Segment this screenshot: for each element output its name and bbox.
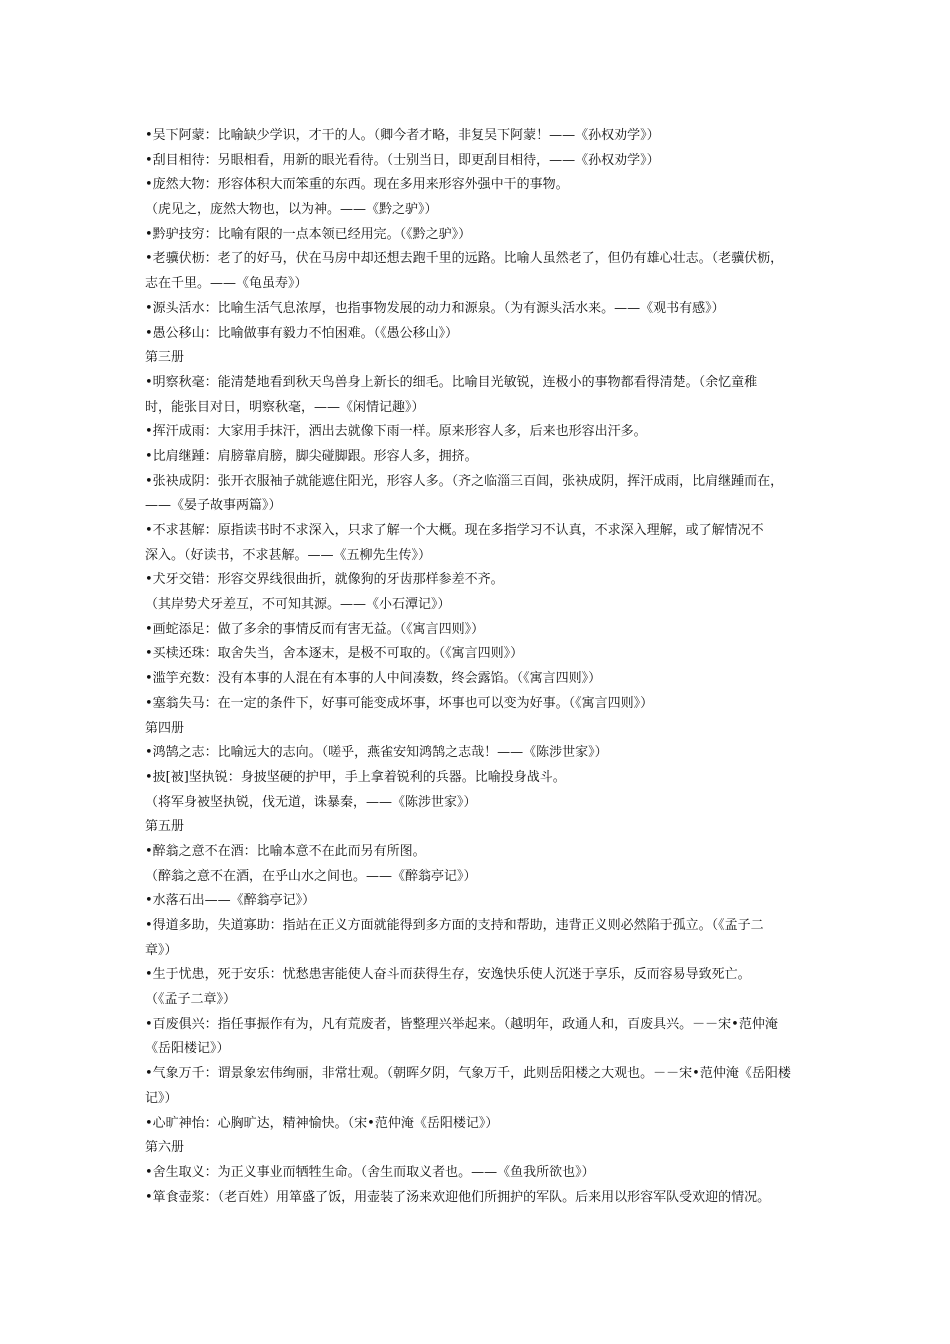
text-line: •披[被]坚执锐：身披坚硬的护甲，手上拿着锐利的兵器。比喻投身战斗。 xyxy=(145,769,566,785)
text-line: •黔驴技穷：比喻有限的一点本领已经用完。（《黔之驴》） xyxy=(145,226,472,242)
text-line: （其岸势犬牙差互，不可知其源。——《小石潭记》） xyxy=(145,597,451,613)
text-line: •比肩继踵：肩膀靠肩膀，脚尖碰脚跟。形容人多，拥挤。 xyxy=(145,448,478,464)
text-line: •张袂成阴：张开衣服袖子就能遮住阳光，形容人多。（齐之临淄三百闾，张袂成阴，挥汗成雨，比肩继踵而在， xyxy=(145,473,784,489)
text-line: （虎见之，庞然大物也，以为神。——《黔之驴》） xyxy=(145,202,438,218)
text-line: •挥汗成雨：大家用手抹汗，洒出去就像下雨一样。原来形容人多，后来也形容出汗多。 xyxy=(145,424,647,440)
text-line: ——《晏子故事两篇》） xyxy=(145,498,282,514)
text-line: •醉翁之意不在酒：比喻本意不在此而另有所图。 xyxy=(145,843,426,859)
section-heading: 第四册 xyxy=(145,720,185,736)
text-line: •得道多助，失道寡助：指站在正义方面就能得到多方面的支持和帮助，违背正义则必然陷于孤立。（《孟子二 xyxy=(145,918,764,933)
text-line: •水落石出——《醉翁亭记》） xyxy=(145,893,316,909)
text-line: •庞然大物：形容体积大而笨重的东西。现在多用来形容外强中干的事物。 xyxy=(145,177,569,193)
section-heading: 第六册 xyxy=(145,1140,185,1156)
section-heading: 第三册 xyxy=(145,350,185,366)
text-line: •箪食壶浆：（老百姓）用箪盛了饭，用壶装了汤来欢迎他们所拥护的军队。后来用以形容军队受欢迎的情况。 xyxy=(145,1189,771,1205)
text-line: 《岳阳楼记》） xyxy=(145,1041,230,1057)
text-line: 深入。（好读书，不求甚解。——《五柳先生传》） xyxy=(145,547,432,563)
text-line: •刮目相待：另眼相看，用新的眼光看待。（士别当日，即更刮目相待，——《孙权劝学》） xyxy=(145,152,660,168)
text-line: •源头活水：比喻生活气息浓厚，也指事物发展的动力和源泉。（为有源头活水来。——《观书有感》） xyxy=(145,300,725,316)
text-line: •气象万千：谓景象宏伟绚丽，非常壮观。（朝晖夕阴，气象万千，此则岳阳楼之大观也。－－宋•范仲淹《岳阳楼 xyxy=(145,1066,791,1082)
text-line: •滥竽充数：没有本事的人混在有本事的人中间凑数，终会露馅。（《寓言四则》） xyxy=(145,671,602,687)
text-line: •生于忧患，死于安乐：忧愁患害能使人奋斗而获得生存，安逸快乐使人沉迷于享乐，反而容易导致死亡。 xyxy=(145,967,751,983)
text-line: •老骥伏枥：老了的好马，伏在马房中却还想去跑千里的远路。比喻人虽然老了，但仍有雄心壮志。（老骥伏枥， xyxy=(145,251,784,267)
text-line: •吴下阿蒙：比喻缺少学识，才干的人。（卿今者才略，非复吴下阿蒙！——《孙权劝学》） xyxy=(145,128,660,143)
text-line: •百废俱兴：指任事振作有为，凡有荒废者，皆整理兴举起来。（越明年，政通人和，百废具兴。－－宋•范仲淹 xyxy=(145,1016,778,1032)
text-line: •明察秋毫：能清楚地看到秋天鸟兽身上新长的细毛。比喻目光敏锐，连极小的事物都看得清楚。（余忆童稚 xyxy=(145,374,758,390)
text-line: •不求甚解：原指读书时不求深入，只求了解一个大概。现在多指学习不认真，不求深入理解，或了解情况不 xyxy=(145,523,764,538)
text-line: •心旷神怡：心胸旷达，精神愉快。（宋•范仲淹《岳阳楼记》） xyxy=(145,1115,499,1131)
text-line: 章》） xyxy=(145,942,178,958)
text-line: （将军身被坚执锐，伐无道，诛暴秦，——《陈涉世家》） xyxy=(145,794,477,810)
text-line: •塞翁失马：在一定的条件下，好事可能变成坏事，坏事也可以变为好事。（《寓言四则》） xyxy=(145,695,654,711)
text-line: •舍生取义：为正义事业而牺牲生命。（舍生而取义者也。——《鱼我所欲也》） xyxy=(145,1164,595,1180)
section-heading: 第五册 xyxy=(145,819,185,835)
text-line: 时，能张目对日，明察秋毫，——《闲情记趣》） xyxy=(145,399,425,415)
text-line: •愚公移山：比喻做事有毅力不怕困难。（《愚公移山》） xyxy=(145,325,459,341)
text-line: （《孟子二章》） xyxy=(145,992,237,1008)
text-line: （醉翁之意不在酒，在乎山水之间也。——《醉翁亭记》） xyxy=(145,868,477,884)
text-line: •犬牙交错：形容交界线很曲折，就像狗的牙齿那样参差不齐。 xyxy=(145,572,504,588)
text-line: 志在千里。——《龟虽寿》） xyxy=(145,276,308,292)
text-line: •画蛇添足：做了多余的事情反而有害无益。（《寓言四则》） xyxy=(145,621,485,637)
text-line: •鸿鹄之志：比喻远大的志向。（嗟乎，燕雀安知鸿鹄之志哉！——《陈涉世家》） xyxy=(145,745,608,761)
text-line: •买椟还珠：取舍失当，舍本逐末，是极不可取的。（《寓言四则》） xyxy=(145,646,524,662)
document-page xyxy=(145,124,817,1210)
text-line: 记》） xyxy=(145,1090,178,1106)
